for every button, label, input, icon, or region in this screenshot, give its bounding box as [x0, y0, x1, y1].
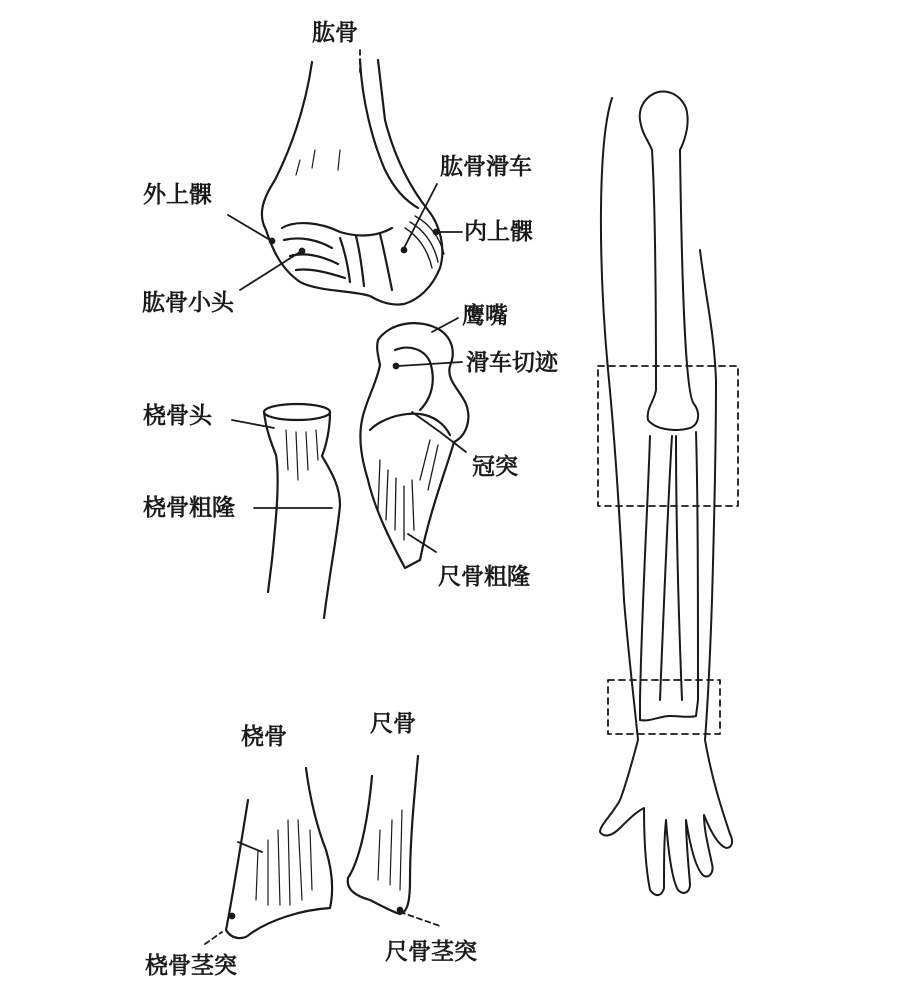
- label-radial-styloid: 桡骨茎突: [145, 953, 237, 979]
- ulna-distal-drawing: [348, 756, 418, 914]
- label-ulnar-tuberosity: 尺骨粗隆: [438, 564, 530, 590]
- label-radius: 桡骨: [241, 724, 287, 750]
- label-capitulum: 肱骨小头: [142, 290, 234, 316]
- label-medial-epicondyle: 内上髁: [464, 219, 533, 245]
- label-olecranon: 鹰嘴: [462, 303, 508, 329]
- label-ulna: 尺骨: [370, 711, 416, 737]
- leader-lines: [205, 50, 466, 944]
- elbow-region-box: [598, 366, 738, 506]
- label-ulnar-styloid: 尺骨茎突: [385, 939, 477, 965]
- humerus-distal-drawing: [262, 60, 444, 305]
- label-humerus: 肱骨: [312, 20, 358, 46]
- label-coronoid: 冠突: [472, 454, 518, 480]
- radius-proximal-drawing: [264, 404, 340, 618]
- label-radial-head: 桡骨头: [143, 403, 212, 429]
- radius-distal-drawing: [226, 768, 332, 938]
- ulna-proximal-drawing: [360, 323, 468, 568]
- wrist-region-box: [608, 680, 720, 734]
- label-radial-tuberosity: 桡骨粗隆: [143, 495, 235, 521]
- label-lateral-epicondyle: 外上髁: [143, 182, 212, 208]
- label-trochlear-notch: 滑车切迹: [466, 350, 558, 376]
- full-arm-outline: [600, 92, 732, 896]
- label-trochlea: 肱骨滑车: [440, 154, 532, 180]
